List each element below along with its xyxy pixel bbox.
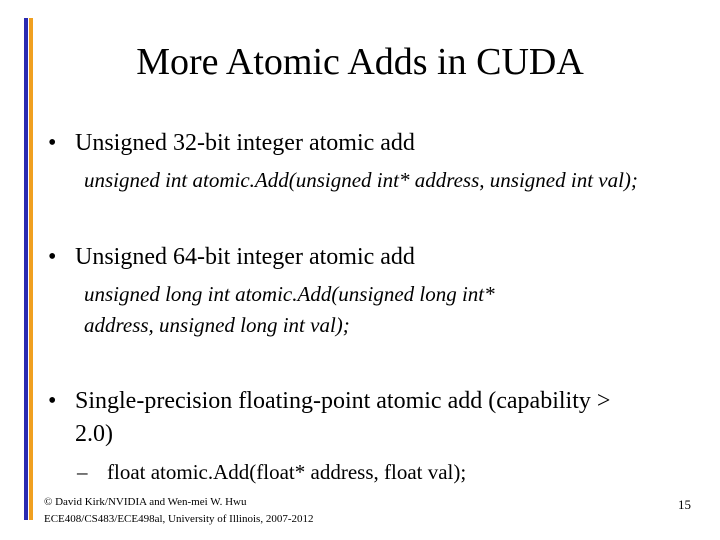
sub-bullet-text: float atomic.Add(float* address, float val); bbox=[107, 460, 467, 484]
slide-title: More Atomic Adds in CUDA bbox=[136, 41, 584, 83]
code-signature: unsigned int atomic.Add(unsigned int* address, unsigned int val); bbox=[84, 168, 638, 192]
footer-credits bbox=[44, 494, 314, 528]
bullet-marker: • bbox=[48, 130, 57, 156]
bullet-text-line-2: 2.0) bbox=[75, 421, 113, 447]
bullet-marker: • bbox=[48, 244, 57, 270]
left-accent-bar-orange bbox=[29, 18, 33, 520]
code-signature-line-2: address, unsigned long int val); bbox=[84, 313, 350, 337]
bullet-text-line-1: Single-precision floating-point atomic add (capability > bbox=[75, 388, 611, 414]
sub-bullet-item bbox=[77, 460, 466, 485]
page-number: 15 bbox=[678, 497, 691, 512]
footer-line-1: © David Kirk/NVIDIA and Wen-mei W. Hwu bbox=[44, 496, 247, 508]
bullet-marker: • bbox=[48, 388, 57, 414]
bullet-text: Unsigned 64-bit integer atomic add bbox=[75, 244, 415, 270]
bullet-text: Unsigned 32-bit integer atomic add bbox=[75, 130, 415, 156]
sub-bullet-marker: – bbox=[77, 460, 88, 484]
left-accent-bar-blue bbox=[24, 18, 28, 520]
footer-line-2: ECE408/CS483/ECE498al, University of Illinois, 2007-2012 bbox=[44, 513, 314, 525]
code-signature-line-1: unsigned long int atomic.Add(unsigned long int* bbox=[84, 282, 495, 306]
